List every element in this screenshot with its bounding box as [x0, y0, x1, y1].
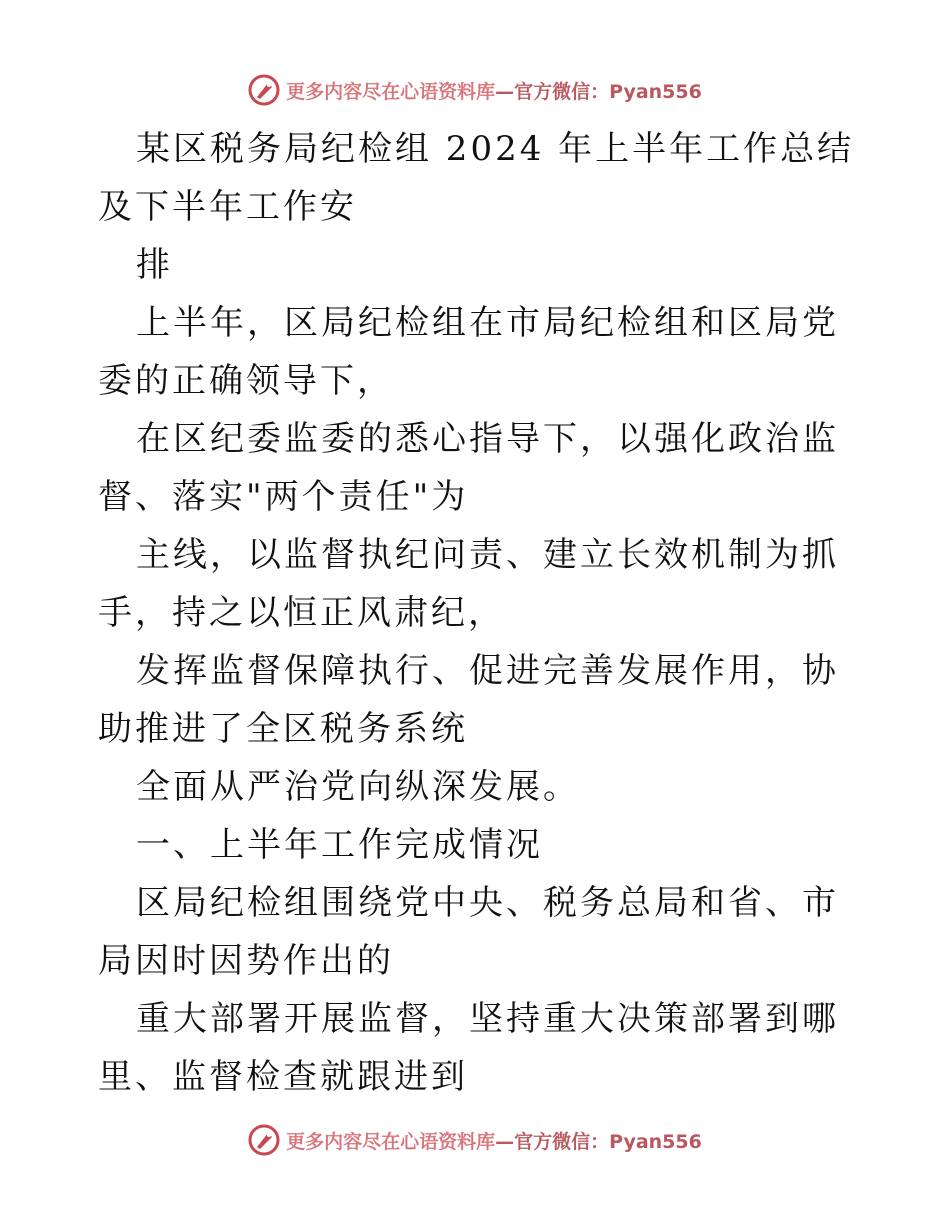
document-body [98, 120, 858, 1106]
paragraph-1: 上半年，区局纪检组在市局纪检组和区局党委的正确领导下， [98, 303, 839, 401]
banner-wechat-text: —官方微信：Pyan556 [495, 80, 702, 103]
paragraph-3: 主线，以监督执纪问责、建立长效机制为抓手，持之以恒正风肃纪， [98, 535, 839, 633]
paragraph-4: 发挥监督保障执行、促进完善发展作用，协助推进了全区税务系统 [98, 651, 839, 749]
document-title-line-1: 某区税务局纪检组 2024 年上半年工作总结及下半年工作安 [98, 129, 855, 227]
header-banner [0, 70, 950, 110]
document-title-line-2: 排 [136, 245, 173, 285]
section-heading-1: 一、上半年工作完成情况 [136, 825, 543, 865]
banner-main-text: 更多内容尽在心语资料库 [286, 80, 496, 103]
banner-text [286, 77, 702, 104]
paragraph-5: 全面从严治党向纵深发展。 [136, 767, 580, 807]
banner-wechat-text: —官方微信：Pyan556 [495, 1130, 702, 1153]
paragraph-6: 区局纪检组围绕党中央、税务总局和省、市局因时因势作出的 [98, 883, 839, 981]
pen-nib-logo-icon [248, 74, 280, 106]
paragraph-2: 在区纪委监委的悉心指导下，以强化政治监督、落实"两个责任"为 [98, 419, 839, 517]
banner-text [286, 1127, 702, 1154]
paragraph-7: 重大部署开展监督，坚持重大决策部署到哪里、监督检查就跟进到 [98, 999, 839, 1097]
footer-banner [0, 1120, 950, 1160]
pen-nib-logo-icon [248, 1124, 280, 1156]
banner-main-text: 更多内容尽在心语资料库 [286, 1130, 496, 1153]
